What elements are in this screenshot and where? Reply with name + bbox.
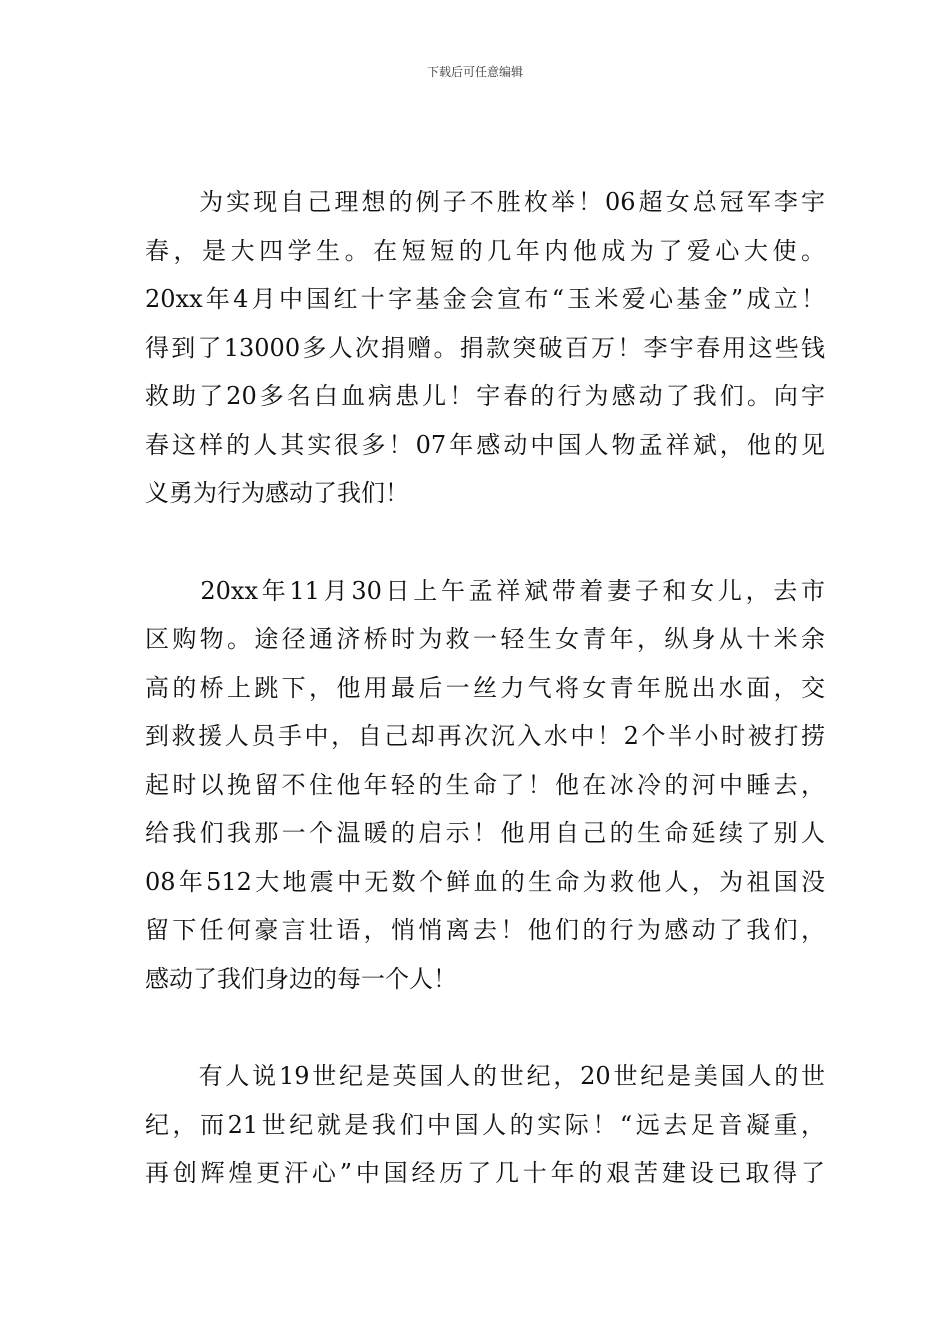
text-line: 20xx年4月中国红十字基金会宣布“玉米爱心基金”成立！ — [145, 285, 825, 313]
text-line: 有人说19世纪是英国人的世纪，20世纪是美国人的世 — [145, 1062, 825, 1090]
text-line: 到救援人员手中，自己却再次沉入水中！2个半小时被打捞 — [145, 722, 825, 750]
paragraph-3 — [145, 1052, 825, 1198]
text-line: 为实现自己理想的例子不胜枚举！06超女总冠军李宇 — [145, 188, 825, 216]
text-line: 20xx年11月30日上午孟祥斌带着妻子和女儿，去市 — [145, 576, 825, 605]
text-line: 起时以挽留不住他年轻的生命了！他在冰冷的河中睡去， — [145, 770, 825, 799]
text-line: 救助了20多名白血病患儿！宇春的行为感动了我们。向宇 — [145, 382, 825, 410]
text-line: 感动了我们身边的每一个人！ — [145, 964, 457, 993]
text-line: 08年512大地震中无数个鲜血的生命为救他人，为祖国没 — [145, 867, 825, 896]
text-line: 给我们我那一个温暖的启示！他用自己的生命延续了别人 — [145, 819, 825, 847]
text-line: 义勇为行为感动了我们！ — [145, 479, 409, 507]
text-line: 高的桥上跳下，他用最后一丝力气将女青年脱出水面，交 — [145, 673, 825, 702]
text-line: 春，是大四学生。在短短的几年内他成为了爱心大使。 — [145, 236, 825, 265]
text-line: 区购物。途径通济桥时为救一轻生女青年，纵身从十米余 — [145, 625, 825, 653]
text-line: 得到了13000多人次捐赠。捐款突破百万！李宇春用这些钱 — [145, 333, 825, 362]
text-line: 春这样的人其实很多！07年感动中国人物孟祥斌，他的见 — [145, 430, 825, 459]
text-line: 再创辉煌更汗心”中国经历了几十年的艰苦建设已取得了 — [145, 1159, 825, 1187]
text-line: 纪，而21世纪就是我们中国人的实际！“远去足音凝重， — [145, 1110, 825, 1139]
paragraph-1 — [145, 178, 825, 518]
document-body — [145, 178, 825, 1198]
paragraph-2 — [145, 567, 825, 1004]
page-header: 下载后可任意编辑 — [426, 65, 523, 79]
text-line: 留下任何豪言壮语，悄悄离去！他们的行为感动了我们， — [145, 916, 825, 944]
